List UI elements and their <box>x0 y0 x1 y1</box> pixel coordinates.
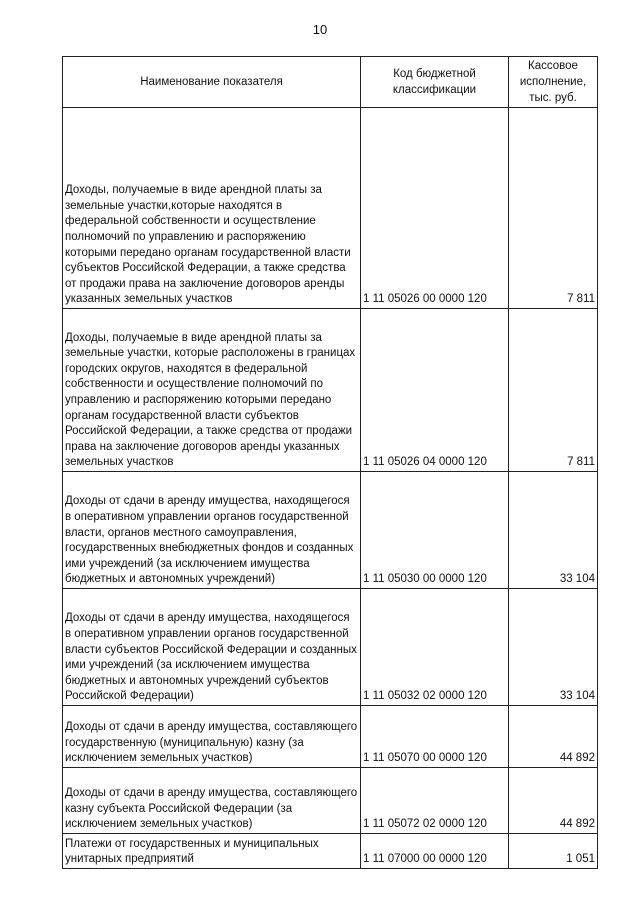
row-budget-code: 1 11 07000 00 0000 120 <box>361 834 509 869</box>
row-budget-code: 1 11 05026 00 0000 120 <box>361 108 509 309</box>
row-amount: 33 104 <box>509 472 598 589</box>
table-row <box>63 589 598 706</box>
row-indicator-name: Платежи от государственных и муниципальных унитарных предприятий <box>63 834 361 869</box>
row-amount: 7 811 <box>509 108 598 309</box>
row-indicator-name: Доходы, получаемые в виде арендной платы за земельные участки,которые находятся в федеральной собственности и осуществление полномочий по управлению и распоряжению которыми передано органам государственной власти субъектов Российской Федерации, а также средства от продажи права на заключение договоров аренды указанных земельных участков <box>63 108 361 309</box>
table-row <box>63 108 598 309</box>
row-amount: 7 811 <box>509 309 598 472</box>
header-cash-execution: Кассовое исполнение, тыс. руб. <box>509 57 598 108</box>
row-budget-code: 1 11 05072 02 0000 120 <box>361 768 509 834</box>
row-amount: 44 892 <box>509 768 598 834</box>
row-indicator-name: Доходы от сдачи в аренду имущества, составляющего казну субъекта Российской Федерации (за исключением земельных участков) <box>63 768 361 834</box>
row-indicator-name: Доходы от сдачи в аренду имущества, находящегося в оперативном управлении органов государственной власти субъектов Российской Федерации и созданных ими учреждений (за исключением имущества бюджетных и автономных учреждений субъектов Российской Федерации) <box>63 589 361 706</box>
row-indicator-name: Доходы, получаемые в виде арендной платы за земельные участки, которые расположены в границах городских округов, находятся в федеральной собственности и осуществление полномочий по управлению и распоряжению которыми передано органам государственной власти субъектов Российской Федерации, а также средства от продажи права на заключение договоров аренды указанных земельных участков <box>63 309 361 472</box>
table-row <box>63 768 598 834</box>
page-number: 10 <box>312 22 328 37</box>
row-indicator-name: Доходы от сдачи в аренду имущества, находящегося в оперативном управлении органов государственной власти, органов местного самоуправления, государственных внебюджетных фондов и созданных ими учреждений (за исключением имущества бюджетных и автономных учреждений) <box>63 472 361 589</box>
budget-revenue-table <box>62 56 598 869</box>
header-indicator-name: Наименование показателя <box>63 57 361 108</box>
row-budget-code: 1 11 05030 00 0000 120 <box>361 472 509 589</box>
row-amount: 44 892 <box>509 706 598 768</box>
table-row <box>63 472 598 589</box>
table-row <box>63 834 598 869</box>
row-budget-code: 1 11 05032 02 0000 120 <box>361 589 509 706</box>
table-row <box>63 309 598 472</box>
row-indicator-name: Доходы от сдачи в аренду имущества, составляющего государственную (муниципальную) казну (за исключением земельных участков) <box>63 706 361 768</box>
row-budget-code: 1 11 05070 00 0000 120 <box>361 706 509 768</box>
table-header-row <box>63 57 598 108</box>
table-row <box>63 706 598 768</box>
row-amount: 33 104 <box>509 589 598 706</box>
header-budget-code: Код бюджетной классификации <box>361 57 509 108</box>
row-amount: 1 051 <box>509 834 598 869</box>
row-budget-code: 1 11 05026 04 0000 120 <box>361 309 509 472</box>
